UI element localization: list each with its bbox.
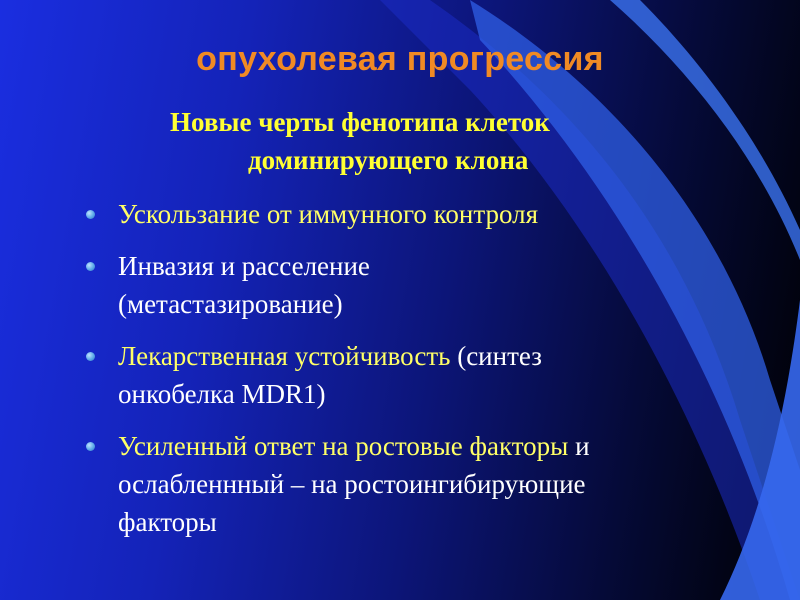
- subtitle-line-1: Новые черты фенотипа клеток: [170, 107, 550, 137]
- bullet-text: Ускользание от иммунного контроля: [118, 199, 539, 229]
- bullet-dot-icon: [86, 210, 95, 219]
- bullet-text: онкобелка MDR1): [118, 379, 326, 409]
- bullet-item-invasion: [86, 247, 766, 323]
- bullet-text: ослабленнный – на ростоингибирующие: [118, 469, 586, 499]
- bullet-dot-icon: [86, 262, 95, 271]
- bullet-text: (метастазирование): [118, 289, 343, 319]
- bullet-item-drug-resistance: [86, 337, 766, 413]
- bullet-text: Инвазия и расселение: [118, 251, 370, 281]
- slide-title: опухолевая прогрессия: [196, 40, 604, 78]
- bullet-text: (синтез: [450, 341, 542, 371]
- bullet-text: факторы: [118, 507, 217, 537]
- bullet-item-growth-factors: [86, 427, 766, 541]
- bullet-item-immune-escape: [86, 195, 766, 233]
- bullet-text-highlight: Усиленный ответ на ростовые факторы: [118, 431, 569, 461]
- subtitle-line-2: доминирующего клона: [248, 145, 529, 175]
- slide-subtitle: [170, 103, 690, 179]
- bullet-dot-icon: [86, 352, 95, 361]
- bullet-text-highlight: Лекарственная устойчивость: [118, 341, 451, 371]
- bullet-text: и: [568, 431, 590, 461]
- bullet-dot-icon: [86, 442, 95, 451]
- bullet-list: [86, 195, 766, 555]
